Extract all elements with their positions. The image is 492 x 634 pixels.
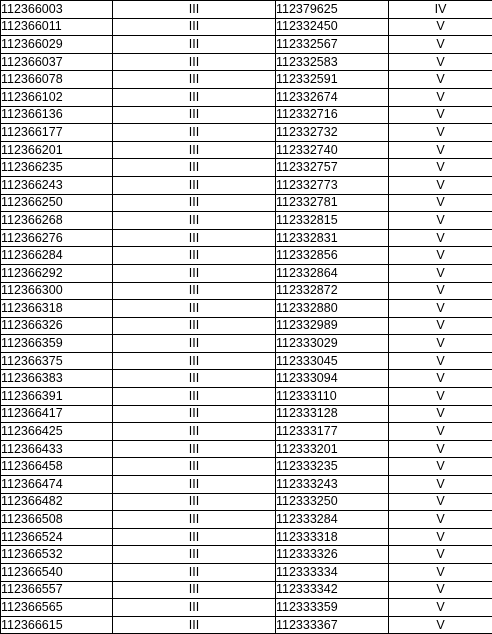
table-row — [1, 599, 492, 617]
left-class-cell: III — [113, 493, 276, 511]
table-row — [1, 71, 492, 89]
right-id-cell: 112332815 — [276, 212, 389, 230]
right-class-cell: V — [389, 124, 492, 142]
left-id-cell: 112366003 — [1, 1, 113, 19]
left-class-cell: III — [113, 388, 276, 406]
right-class-cell: V — [389, 18, 492, 36]
left-id-cell: 112366318 — [1, 300, 113, 318]
right-class-cell: V — [389, 616, 492, 634]
left-id-cell: 112366524 — [1, 528, 113, 546]
left-id-cell: 112366458 — [1, 458, 113, 476]
right-class-cell: V — [389, 159, 492, 177]
table-row — [1, 176, 492, 194]
left-class-cell: III — [113, 440, 276, 458]
table-row — [1, 388, 492, 406]
table-row — [1, 124, 492, 142]
left-id-cell: 112366037 — [1, 53, 113, 71]
right-class-cell: V — [389, 528, 492, 546]
left-id-cell: 112366177 — [1, 124, 113, 142]
right-id-cell: 112332450 — [276, 18, 389, 36]
left-class-cell: III — [113, 599, 276, 617]
left-class-cell: III — [113, 159, 276, 177]
left-id-cell: 112366268 — [1, 212, 113, 230]
left-class-cell: III — [113, 616, 276, 634]
right-id-cell: 112332864 — [276, 264, 389, 282]
right-class-cell: V — [389, 106, 492, 124]
left-class-cell: III — [113, 194, 276, 212]
right-id-cell: 112332591 — [276, 71, 389, 89]
left-class-cell: III — [113, 1, 276, 19]
left-class-cell: III — [113, 352, 276, 370]
left-class-cell: III — [113, 176, 276, 194]
table-row — [1, 212, 492, 230]
right-class-cell: V — [389, 388, 492, 406]
table-row — [1, 264, 492, 282]
table-row — [1, 36, 492, 54]
table-row — [1, 581, 492, 599]
right-id-cell: 112332674 — [276, 88, 389, 106]
table-row — [1, 229, 492, 247]
right-id-cell: 112332773 — [276, 176, 389, 194]
right-id-cell: 112333359 — [276, 599, 389, 617]
right-id-cell: 112332880 — [276, 300, 389, 318]
right-id-cell: 112333094 — [276, 370, 389, 388]
right-id-cell: 112332856 — [276, 247, 389, 265]
table-row — [1, 352, 492, 370]
right-id-cell: 112332740 — [276, 141, 389, 159]
left-id-cell: 112366136 — [1, 106, 113, 124]
left-class-cell: III — [113, 36, 276, 54]
right-id-cell: 112333201 — [276, 440, 389, 458]
right-class-cell: V — [389, 546, 492, 564]
left-id-cell: 112366417 — [1, 405, 113, 423]
right-id-cell: 112332757 — [276, 159, 389, 177]
right-id-cell: 112332567 — [276, 36, 389, 54]
table-row — [1, 335, 492, 353]
right-id-cell: 112333334 — [276, 564, 389, 582]
left-id-cell: 112366276 — [1, 229, 113, 247]
table-row — [1, 194, 492, 212]
table-row — [1, 1, 492, 19]
left-id-cell: 112366391 — [1, 388, 113, 406]
right-id-cell: 112333326 — [276, 546, 389, 564]
left-class-cell: III — [113, 546, 276, 564]
left-id-cell: 112366078 — [1, 71, 113, 89]
left-class-cell: III — [113, 335, 276, 353]
right-class-cell: V — [389, 141, 492, 159]
left-class-cell: III — [113, 300, 276, 318]
left-class-cell: III — [113, 212, 276, 230]
left-class-cell: III — [113, 282, 276, 300]
left-class-cell: III — [113, 405, 276, 423]
right-class-cell: V — [389, 317, 492, 335]
table-row — [1, 159, 492, 177]
left-class-cell: III — [113, 581, 276, 599]
right-class-cell: IV — [389, 1, 492, 19]
right-id-cell: 112333243 — [276, 476, 389, 494]
left-class-cell: III — [113, 476, 276, 494]
left-id-cell: 112366201 — [1, 141, 113, 159]
left-class-cell: III — [113, 53, 276, 71]
right-id-cell: 112332583 — [276, 53, 389, 71]
table-row — [1, 370, 492, 388]
left-id-cell: 112366375 — [1, 352, 113, 370]
left-id-cell: 112366474 — [1, 476, 113, 494]
table-row — [1, 317, 492, 335]
right-id-cell: 112332716 — [276, 106, 389, 124]
right-class-cell: V — [389, 599, 492, 617]
left-id-cell: 112366532 — [1, 546, 113, 564]
table-row — [1, 106, 492, 124]
left-id-cell: 112366615 — [1, 616, 113, 634]
left-class-cell: III — [113, 18, 276, 36]
right-id-cell: 112379625 — [276, 1, 389, 19]
table-row — [1, 423, 492, 441]
right-id-cell: 112333110 — [276, 388, 389, 406]
right-class-cell: V — [389, 476, 492, 494]
right-class-cell: V — [389, 511, 492, 529]
right-class-cell: V — [389, 458, 492, 476]
left-class-cell: III — [113, 511, 276, 529]
right-id-cell: 112332732 — [276, 124, 389, 142]
table-row — [1, 53, 492, 71]
right-id-cell: 112333029 — [276, 335, 389, 353]
right-id-cell: 112333318 — [276, 528, 389, 546]
right-class-cell: V — [389, 194, 492, 212]
left-id-cell: 112366029 — [1, 36, 113, 54]
left-id-cell: 112366359 — [1, 335, 113, 353]
left-id-cell: 112366243 — [1, 176, 113, 194]
left-class-cell: III — [113, 88, 276, 106]
table-body — [1, 1, 492, 634]
table-row — [1, 511, 492, 529]
left-id-cell: 112366292 — [1, 264, 113, 282]
right-class-cell: V — [389, 264, 492, 282]
table-row — [1, 493, 492, 511]
left-id-cell: 112366557 — [1, 581, 113, 599]
right-class-cell: V — [389, 36, 492, 54]
left-class-cell: III — [113, 124, 276, 142]
left-class-cell: III — [113, 106, 276, 124]
left-id-cell: 112366011 — [1, 18, 113, 36]
table-row — [1, 546, 492, 564]
left-class-cell: III — [113, 564, 276, 582]
left-id-cell: 112366565 — [1, 599, 113, 617]
left-class-cell: III — [113, 247, 276, 265]
left-id-cell: 112366508 — [1, 511, 113, 529]
right-id-cell: 112332781 — [276, 194, 389, 212]
left-class-cell: III — [113, 370, 276, 388]
right-class-cell: V — [389, 300, 492, 318]
table-row — [1, 88, 492, 106]
right-id-cell: 112333342 — [276, 581, 389, 599]
right-id-cell: 112333235 — [276, 458, 389, 476]
left-id-cell: 112366433 — [1, 440, 113, 458]
table-row — [1, 300, 492, 318]
right-class-cell: V — [389, 335, 492, 353]
left-id-cell: 112366284 — [1, 247, 113, 265]
right-id-cell: 112333177 — [276, 423, 389, 441]
left-class-cell: III — [113, 458, 276, 476]
left-id-cell: 112366326 — [1, 317, 113, 335]
right-class-cell: V — [389, 370, 492, 388]
right-class-cell: V — [389, 423, 492, 441]
right-class-cell: V — [389, 352, 492, 370]
left-class-cell: III — [113, 71, 276, 89]
left-id-cell: 112366540 — [1, 564, 113, 582]
table-row — [1, 247, 492, 265]
left-id-cell: 112366102 — [1, 88, 113, 106]
left-class-cell: III — [113, 264, 276, 282]
right-class-cell: V — [389, 229, 492, 247]
right-id-cell: 112333367 — [276, 616, 389, 634]
right-class-cell: V — [389, 176, 492, 194]
left-id-cell: 112366300 — [1, 282, 113, 300]
table-row — [1, 564, 492, 582]
left-class-cell: III — [113, 528, 276, 546]
right-id-cell: 112333045 — [276, 352, 389, 370]
right-id-cell: 112332872 — [276, 282, 389, 300]
right-class-cell: V — [389, 247, 492, 265]
left-class-cell: III — [113, 229, 276, 247]
right-class-cell: V — [389, 71, 492, 89]
right-id-cell: 112333250 — [276, 493, 389, 511]
left-id-cell: 112366235 — [1, 159, 113, 177]
right-class-cell: V — [389, 88, 492, 106]
right-class-cell: V — [389, 405, 492, 423]
right-class-cell: V — [389, 564, 492, 582]
table-row — [1, 528, 492, 546]
table-row — [1, 282, 492, 300]
left-id-cell: 112366482 — [1, 493, 113, 511]
right-id-cell: 112332831 — [276, 229, 389, 247]
table-row — [1, 440, 492, 458]
table-row — [1, 18, 492, 36]
left-id-cell: 112366383 — [1, 370, 113, 388]
right-id-cell: 112332989 — [276, 317, 389, 335]
table-row — [1, 476, 492, 494]
right-class-cell: V — [389, 440, 492, 458]
right-class-cell: V — [389, 212, 492, 230]
left-id-cell: 112366250 — [1, 194, 113, 212]
table-row — [1, 616, 492, 634]
right-class-cell: V — [389, 581, 492, 599]
left-class-cell: III — [113, 141, 276, 159]
right-class-cell: V — [389, 493, 492, 511]
right-class-cell: V — [389, 282, 492, 300]
left-class-cell: III — [113, 423, 276, 441]
table-row — [1, 141, 492, 159]
table-row — [1, 405, 492, 423]
left-class-cell: III — [113, 317, 276, 335]
right-id-cell: 112333284 — [276, 511, 389, 529]
right-class-cell: V — [389, 53, 492, 71]
right-id-cell: 112333128 — [276, 405, 389, 423]
left-id-cell: 112366425 — [1, 423, 113, 441]
table-row — [1, 458, 492, 476]
